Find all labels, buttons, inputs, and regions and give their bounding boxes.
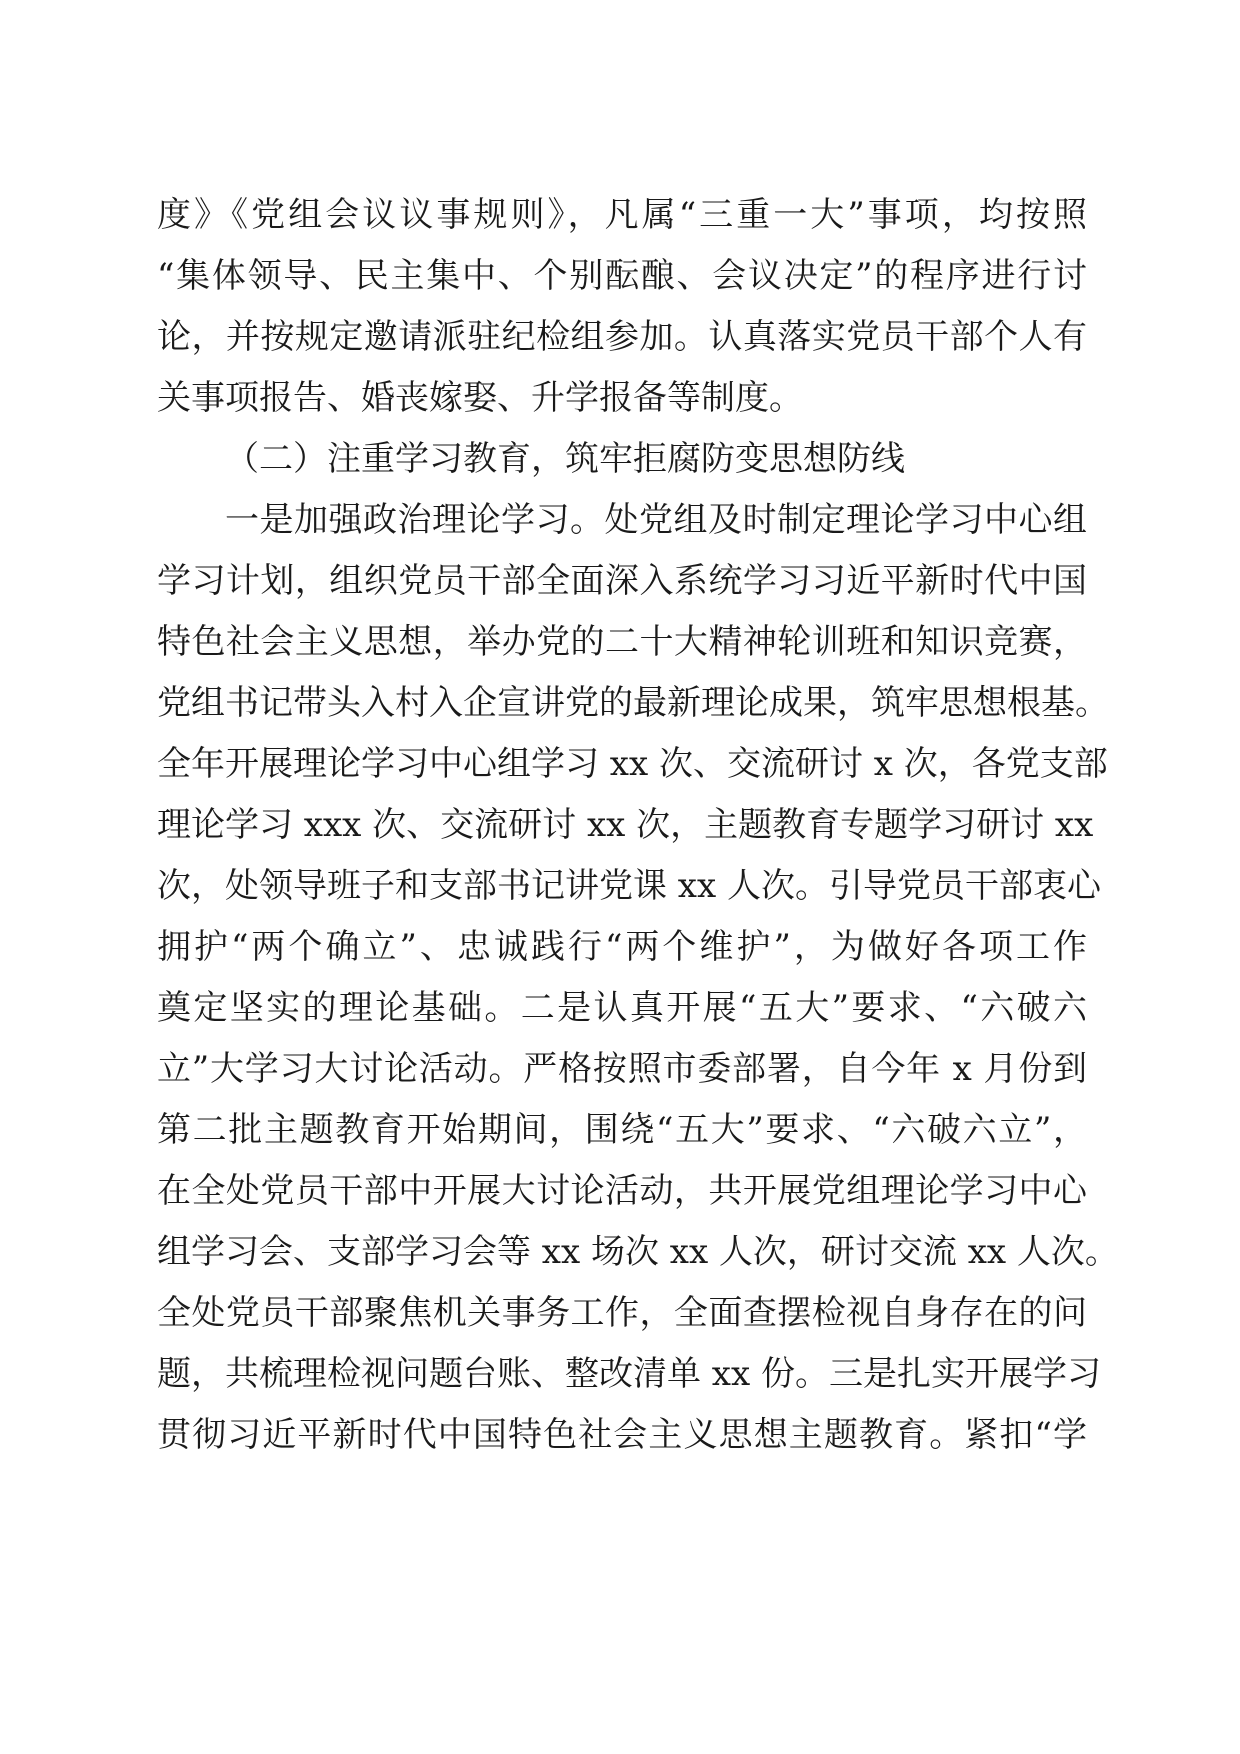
paragraph-2-line-11: 第二批主题教育开始期间，围绕“五大”要求、“六破六立”， — [157, 1110, 1087, 1150]
paragraph-2-line-15: 题，共梳理检视问题台账、整改清单 xx 份。三是扎实开展学习 — [157, 1354, 1101, 1394]
paragraph-2-line-5: 全年开展理论学习中心组学习 xx 次、交流研讨 x 次，各党支部 — [157, 744, 1108, 784]
paragraph-2-line-7: 次，处领导班子和支部书记讲党课 xx 人次。引导党员干部衷心 — [157, 866, 1101, 906]
paragraph-2-line-3: 特色社会主义思想，举办党的二十大精神轮训班和知识竞赛， — [157, 622, 1087, 662]
paragraph-2-line-13: 组学习会、支部学习会等 xx 场次 xx 人次，研讨交流 xx 人次。 — [157, 1232, 1119, 1272]
paragraph-2-line-2: 学习计划，组织党员干部全面深入系统学习习近平新时代中国 — [157, 561, 1087, 601]
paragraph-2-line-4: 党组书记带头入村入企宣讲党的最新理论成果，筑牢思想根基。 — [157, 683, 1109, 723]
paragraph-2-line-10: 立”大学习大讨论活动。严格按照市委部署，自今年 x 月份到 — [157, 1049, 1087, 1089]
paragraph-2-line-9: 奠定坚实的理论基础。二是认真开展“五大”要求、“六破六 — [157, 988, 1087, 1028]
paragraph-1-line-4: 关事项报告、婚丧嫁娶、升学报备等制度。 — [157, 378, 803, 418]
paragraph-2-line-14: 全处党员干部聚焦机关事务工作，全面查摆检视自身存在的问 — [157, 1293, 1087, 1333]
paragraph-2-line-8: 拥护“两个确立”、忠诚践行“两个维护”，为做好各项工作 — [157, 927, 1087, 967]
paragraph-2-line-16: 贯彻习近平新时代中国特色社会主义思想主题教育。紧扣“学 — [157, 1415, 1087, 1455]
paragraph-1-line-1: 度》《党组会议议事规则》，凡属“三重一大”事项，均按照 — [157, 195, 1087, 235]
paragraph-2-line-1: 一是加强政治理论学习。处党组及时制定理论学习中心组 — [225, 500, 1087, 540]
paragraph-2-line-12: 在全处党员干部中开展大讨论活动，共开展党组理论学习中心 — [157, 1171, 1087, 1211]
paragraph-1-line-3: 论，并按规定邀请派驻纪检组参加。认真落实党员干部个人有 — [157, 317, 1087, 357]
paragraph-2-line-6: 理论学习 xxx 次、交流研讨 xx 次，主题教育专题学习研讨 xx — [157, 805, 1094, 845]
section-heading: （二）注重学习教育，筑牢拒腐防变思想防线 — [225, 439, 905, 479]
document-body — [157, 185, 1119, 1466]
paragraph-1-line-2: “集体领导、民主集中、个别酝酿、会议决定”的程序进行讨 — [157, 256, 1087, 296]
